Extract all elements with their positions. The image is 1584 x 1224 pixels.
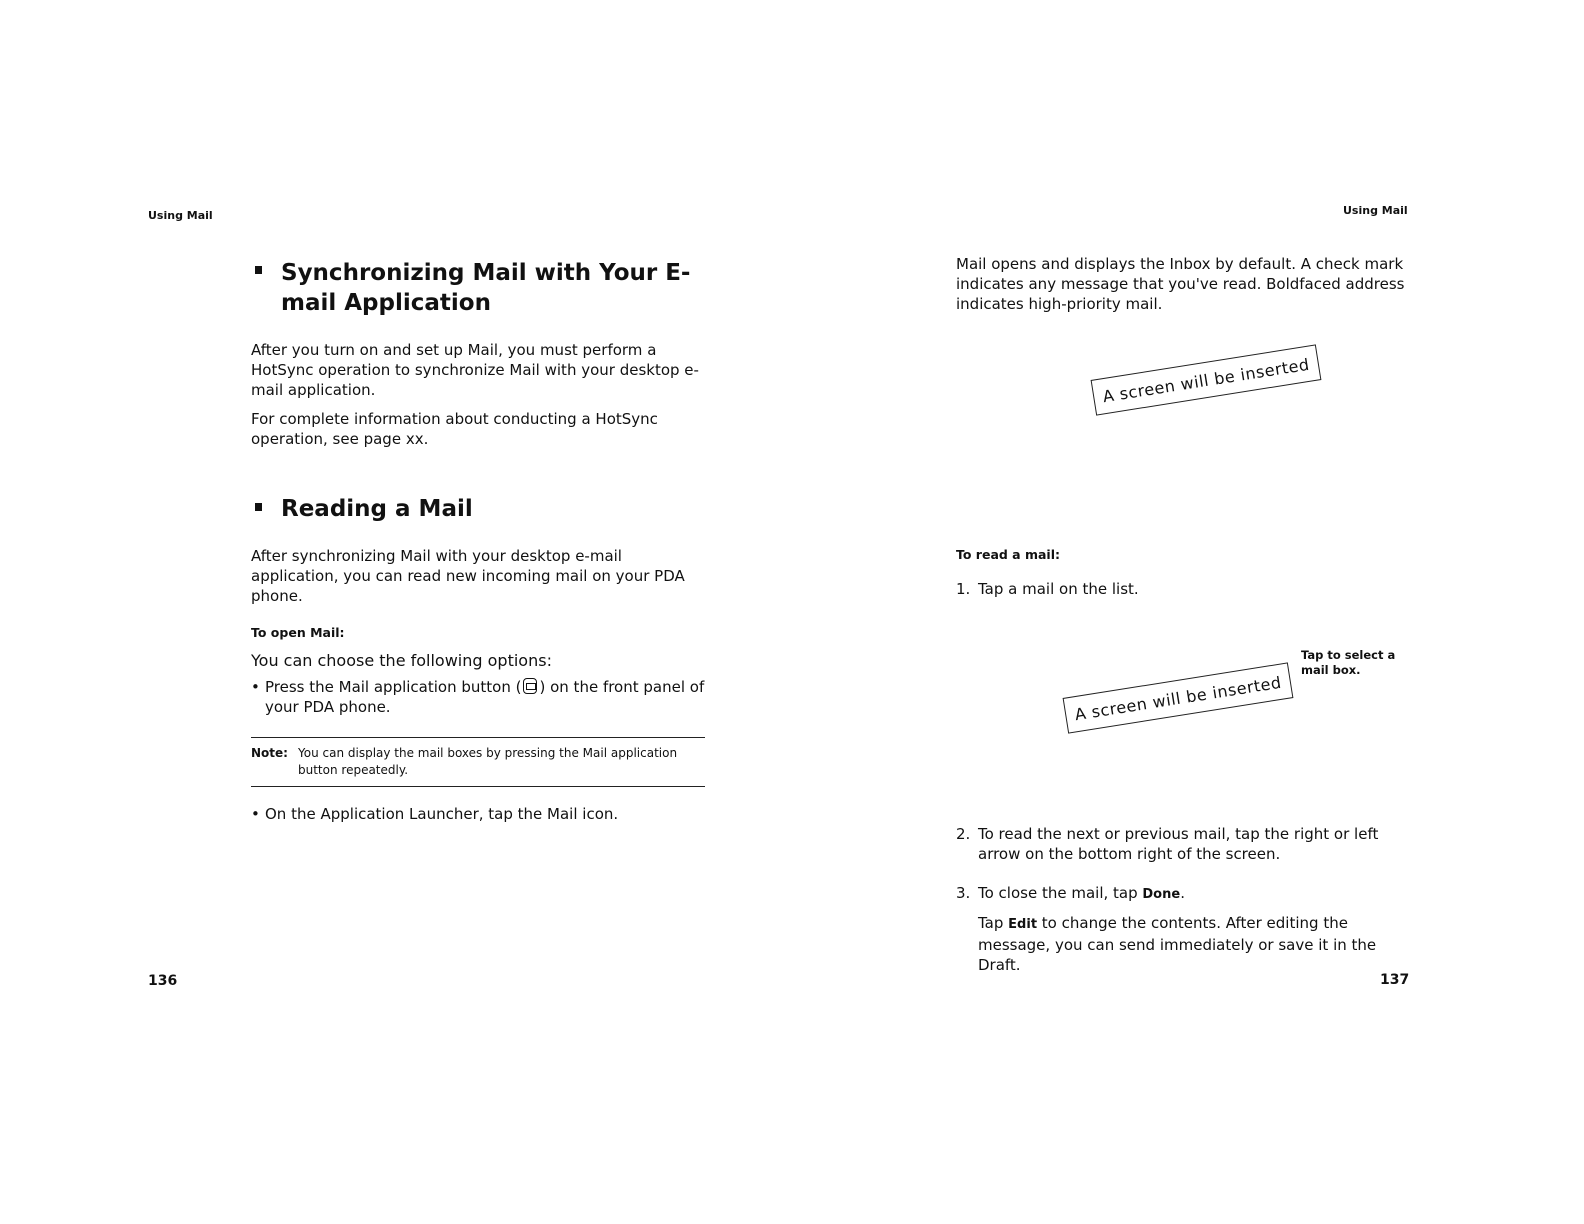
edit-keyword: Edit [1008, 917, 1038, 932]
list-bullet: • [251, 678, 260, 696]
heading-line-2: mail Application [281, 290, 491, 316]
note-label: Note: [251, 746, 288, 760]
step-2-number: 2. [956, 825, 971, 843]
procedure-heading-open-mail: To open Mail: [251, 625, 345, 640]
options-intro: You can choose the following options: [251, 651, 552, 670]
procedure-heading-read-mail: To read a mail: [956, 547, 1060, 562]
step-3-detail [978, 913, 1398, 975]
step-3-text-end: . [1180, 884, 1185, 902]
mail-button-icon [523, 678, 537, 694]
right-page-number: 137 [1380, 972, 1410, 988]
screenshot-placeholder-2: A screen will be inserted [1063, 662, 1294, 733]
step-3-text-start: To close the mail, tap [978, 884, 1143, 902]
section-heading-reading: Reading a Mail [281, 496, 473, 522]
note-text: You can display the mail boxes by pressing the Mail application button repeatedly. [298, 746, 678, 777]
step-1-text: Tap a mail on the list. [978, 580, 1139, 598]
left-page-number: 136 [148, 973, 178, 989]
square-bullet-icon [255, 266, 262, 274]
note [251, 745, 705, 779]
callout-select-mailbox: Tap to select a mail box. [1301, 648, 1396, 677]
list-bullet: • [251, 805, 260, 823]
step-3-number: 3. [956, 884, 971, 902]
step-2 [956, 824, 1412, 864]
sync-paragraph-2: For complete information about conducting a HotSync operation, see page xx. [251, 410, 658, 448]
left-running-header: Using Mail [148, 209, 213, 222]
heading-line-1: Synchronizing Mail with Your E- [281, 260, 691, 286]
detail-text-end: to change the contents. After editing the message, you can send immediately or save it in the Draft. [978, 914, 1377, 974]
option-2-text: On the Application Launcher, tap the Mail icon. [265, 805, 619, 823]
option-1 [251, 677, 706, 717]
detail-text-start: Tap [978, 914, 1009, 932]
step-3 [956, 883, 1412, 905]
option-1-text-start: Press the Mail application button ( [265, 678, 522, 696]
step-2-text: To read the next or previous mail, tap the right or left arrow on the bottom right of the screen. [978, 825, 1379, 863]
option-2 [251, 804, 706, 824]
step-1 [956, 579, 1412, 599]
right-running-header: Using Mail [1343, 204, 1408, 217]
sync-paragraph-1: After you turn on and set up Mail, you must perform a HotSync operation to synchronize Mail with your desktop e-mail application. [251, 341, 699, 399]
option-1-text-end: ) on the front panel of your PDA phone. [265, 678, 705, 716]
step-1-number: 1. [956, 580, 971, 598]
note-bottom-rule [251, 786, 705, 787]
section-heading-synchronizing [281, 258, 721, 318]
inbox-intro: Mail opens and displays the Inbox by default. A check mark indicates any message that you've read. Boldfaced address indicates high-priority mail. [956, 255, 1405, 313]
note-top-rule [251, 737, 705, 738]
reading-paragraph: After synchronizing Mail with your desktop e-mail application, you can read new incoming mail on your PDA phone. [251, 547, 685, 605]
done-keyword: Done [1142, 887, 1181, 902]
square-bullet-icon [255, 503, 262, 511]
screenshot-placeholder-1: A screen will be inserted [1091, 344, 1322, 415]
